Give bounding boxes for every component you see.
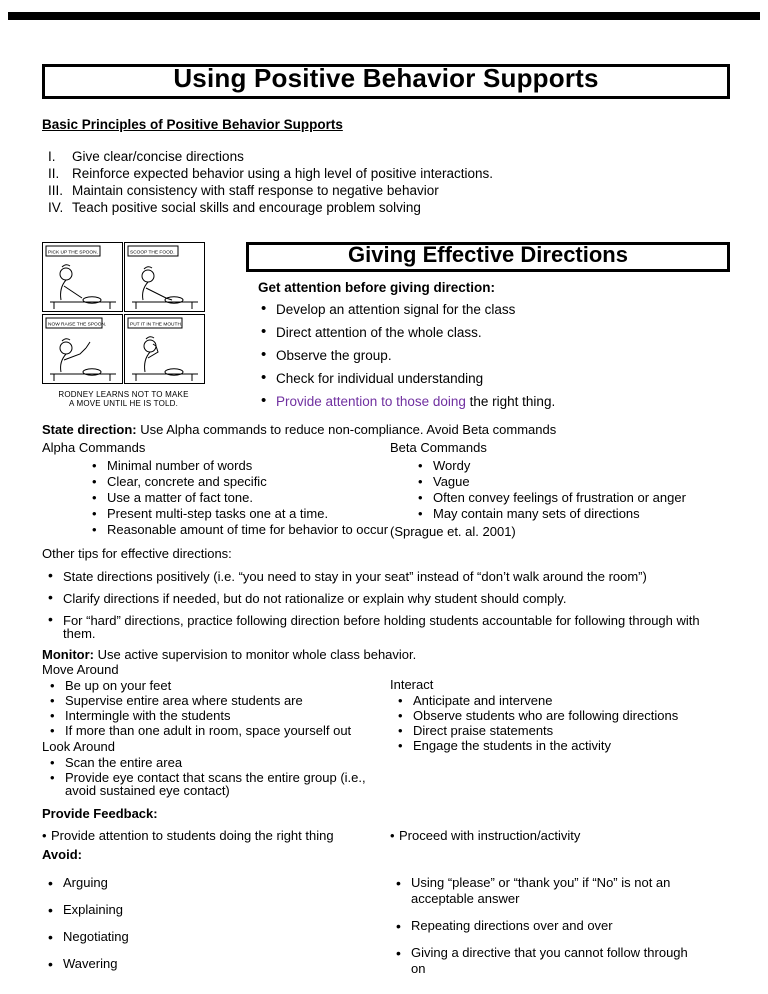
bullet-item: • Direct attention of the whole class.: [259, 326, 730, 339]
bullet-item-highlighted: [259, 395, 730, 408]
avoid-right-list: [394, 875, 700, 977]
bullet-item: • Negotiating: [46, 929, 390, 945]
basic-principles-heading: Basic Principles of Positive Behavior Supports: [42, 117, 343, 132]
alpha-commands-column: [42, 440, 390, 540]
list-item: [48, 199, 730, 216]
document-title-box: [42, 64, 730, 99]
bullet-item: • Giving a directive that you cannot follow through on: [394, 945, 700, 977]
move-around-column: [42, 662, 390, 797]
bullet-item: • Clear, concrete and specific: [90, 474, 390, 490]
bullet-item: • Present multi-step tasks one at a time.: [90, 506, 390, 522]
bullet-item: • Observe students who are following directions: [396, 709, 730, 722]
bullet-item: • Anticipate and intervene: [396, 694, 730, 707]
roman-numeral: II.: [48, 166, 60, 181]
bullet-item: • Vague: [416, 474, 730, 490]
monitor-rest: Use active supervision to monitor whole class behavior.: [93, 647, 417, 662]
avoid-left-column: [42, 864, 390, 977]
bullet-item: • Wavering: [46, 956, 390, 972]
provide-feedback-heading: Provide Feedback:: [42, 806, 158, 821]
bullet-item: • Explaining: [46, 902, 390, 918]
monitor-line: [42, 647, 730, 662]
principles-list: [48, 148, 730, 216]
comic-panel-label: SCOOP THE FOOD.: [130, 250, 175, 256]
bullet-item: • Reasonable amount of time for behavior to occur: [90, 522, 390, 538]
comic-panel-label: PUT IT IN THE MOUTH.: [130, 322, 183, 328]
avoid-left-list: [46, 875, 390, 972]
bullet-item: • Develop an attention signal for the class: [259, 303, 730, 316]
get-attention-list: [259, 303, 730, 408]
roman-numeral: III.: [48, 183, 64, 198]
avoid-heading: Avoid:: [42, 847, 82, 862]
list-item: [48, 148, 730, 165]
effective-directions-title-box: [246, 242, 730, 272]
bullet-item: • Often convey feelings of frustration or anger: [416, 490, 730, 506]
commands-columns: [42, 440, 730, 540]
beta-commands-column: [390, 440, 730, 540]
get-attention-heading: Get attention before giving direction:: [258, 280, 496, 295]
bullet-item: • May contain many sets of directions: [416, 506, 730, 522]
roman-numeral: IV.: [48, 200, 64, 215]
bullet-item: • Observe the group.: [259, 349, 730, 362]
bullet-item: • Check for individual understanding: [259, 372, 730, 385]
feedback-right-column: [390, 828, 730, 843]
principle-text: Reinforce expected behavior using a high level of positive interactions.: [72, 166, 493, 181]
bullet-item: • Minimal number of words: [90, 458, 390, 474]
bullet-item: • For “hard” directions, practice following direction before holding students accountable for following through with them.: [46, 614, 730, 640]
comic-and-directions-row: [42, 242, 730, 418]
bullet-item: • Wordy: [416, 458, 730, 474]
principle-text: Teach positive social skills and encourage problem solving: [72, 200, 421, 215]
bullet-item: • State directions positively (i.e. “you need to stay in your seat” instead of “don’t walk around the room”): [46, 570, 730, 583]
interact-heading: Interact: [390, 677, 434, 692]
beta-commands-list: [416, 458, 730, 522]
bullet-item: • Direct praise statements: [396, 724, 730, 737]
interact-column: [390, 677, 730, 797]
bullet-item: • Use a matter of fact tone.: [90, 490, 390, 506]
avoid-columns: [42, 864, 730, 977]
comic-image: [42, 242, 205, 384]
list-item: [48, 182, 730, 199]
document-content: [0, 64, 768, 977]
bullet-item: • Proceed with instruction/activity: [390, 828, 730, 843]
roman-numeral: I.: [48, 149, 56, 164]
monitor-lead: Monitor:: [42, 647, 94, 662]
state-direction-line: [42, 422, 730, 437]
state-direction-lead: State direction:: [42, 422, 137, 437]
bullet-item: • Intermingle with the students: [48, 709, 390, 722]
beta-commands-heading: Beta Commands: [390, 440, 487, 455]
move-around-heading: Move Around: [42, 662, 119, 677]
page-title: Using Positive Behavior Supports: [173, 63, 599, 93]
bullet-item: • Using “please” or “thank you” if “No” is not an acceptable answer: [394, 875, 700, 907]
bullet-item: • Engage the students in the activity: [396, 739, 730, 752]
look-around-list: [48, 756, 390, 797]
comic-caption-line: A MOVE UNTIL HE IS TOLD.: [68, 399, 179, 408]
principle-text: Maintain consistency with staff response to negative behavior: [72, 183, 439, 198]
effective-directions-section: [246, 242, 730, 418]
move-around-list: [48, 679, 390, 737]
comic-caption: [42, 390, 205, 408]
comic-figure: [42, 242, 205, 418]
bullet-item: • Supervise entire area where students are: [48, 694, 390, 707]
alpha-commands-list: [90, 458, 390, 538]
state-direction-rest: Use Alpha commands to reduce non-compliance. Avoid Beta commands: [136, 422, 557, 437]
bullet-item: • Scan the entire area: [48, 756, 390, 769]
feedback-left-column: [42, 828, 390, 843]
alpha-commands-heading: Alpha Commands: [42, 440, 146, 455]
bullet-item: • If more than one adult in room, space yourself out: [48, 724, 390, 737]
other-tips-heading: Other tips for effective directions:: [42, 546, 232, 561]
look-around-heading: Look Around: [42, 739, 116, 754]
bullet-item: • Provide attention to students doing the right thing: [42, 828, 390, 843]
effective-directions-title: Giving Effective Directions: [348, 242, 628, 267]
avoid-right-column: [390, 864, 700, 977]
bullet-item: • Provide eye contact that scans the entire group (i.e., avoid sustained eye contact): [48, 771, 368, 797]
citation: (Sprague et. al. 2001): [390, 524, 516, 539]
comic-caption-line: RODNEY LEARNS NOT TO MAKE: [58, 390, 189, 399]
comic-panel-label: PICK UP THE SPOON.: [48, 250, 98, 256]
other-tips-list: [46, 570, 730, 640]
bullet-item: • Repeating directions over and over: [394, 918, 700, 934]
feedback-columns: [42, 828, 730, 843]
bullet-item: • Arguing: [46, 875, 390, 891]
highlighted-text: Provide attention to those doing: [276, 394, 466, 409]
supervision-columns: [42, 662, 730, 797]
bullet-text: the right thing.: [465, 394, 556, 409]
interact-list: [396, 694, 730, 752]
list-item: [48, 165, 730, 182]
principle-text: Give clear/concise directions: [72, 149, 244, 164]
comic-panel-label: NOW RAISE THE SPOON.: [48, 322, 107, 328]
top-divider-bar: [8, 12, 760, 20]
bullet-item: • Clarify directions if needed, but do not rationalize or explain why student should comply.: [46, 592, 730, 605]
bullet-item: • Be up on your feet: [48, 679, 390, 692]
